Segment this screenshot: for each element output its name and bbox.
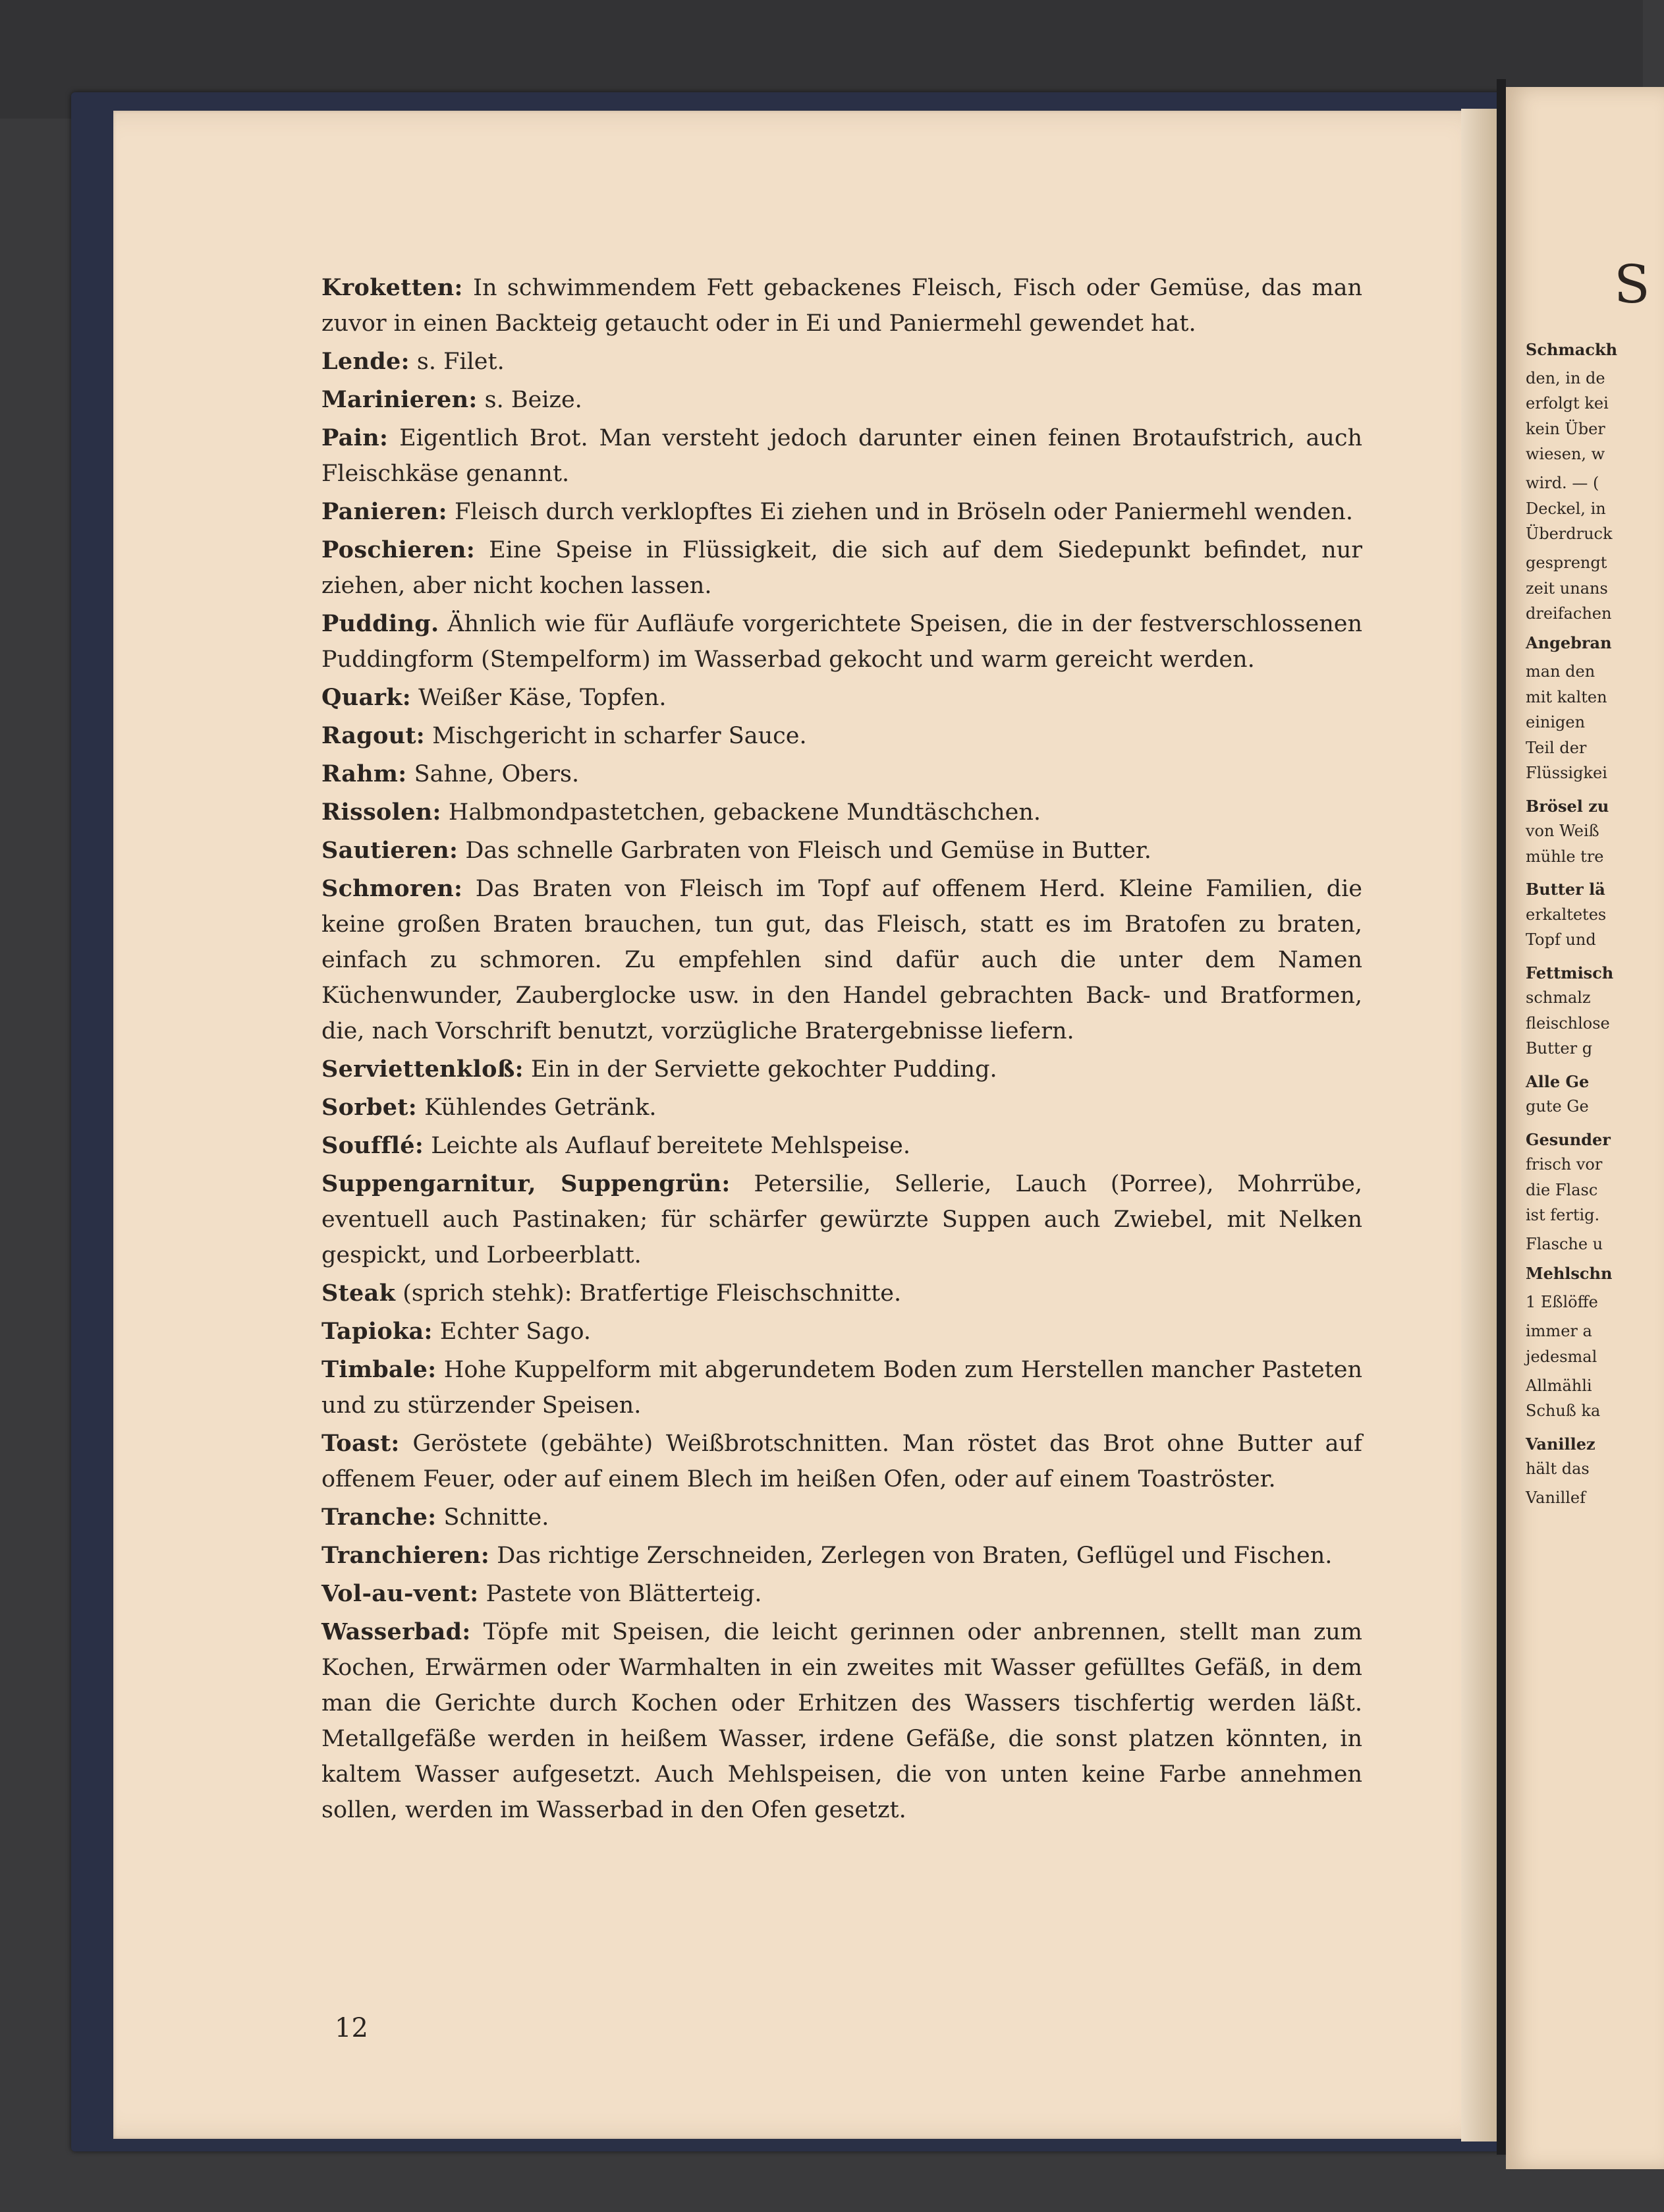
entry-term: Pain: [321, 424, 389, 451]
glossary-entry [321, 1166, 1362, 1273]
facing-page-fragment: einigen [1526, 713, 1586, 731]
facing-page-fragment: Fettmisch [1526, 963, 1614, 982]
facing-page-fragment: Schuß ka [1526, 1402, 1601, 1420]
glossary-entry [321, 606, 1362, 677]
glossary-entry [321, 756, 1362, 792]
entry-term: Soufflé: [321, 1132, 424, 1159]
glossary-entry [321, 1090, 1362, 1125]
glossary-entry [321, 1128, 1362, 1164]
facing-page-fragment: wird. — ( [1526, 474, 1599, 492]
facing-page-fragment: Allmähli [1526, 1376, 1592, 1395]
entry-term: Suppengarnitur, Suppengrün: [321, 1170, 731, 1197]
glossary-text [321, 270, 1362, 1830]
entry-term: Panieren: [321, 498, 447, 525]
facing-page-fragment: Mehlschn [1526, 1264, 1613, 1283]
glossary-entry [321, 1538, 1362, 1574]
facing-page-fragment: Brösel zu [1526, 796, 1609, 816]
facing-page-fragment: fleischlose [1526, 1013, 1610, 1033]
facing-page-fragment: mühle tre [1526, 847, 1604, 866]
facing-page-fragment: erfolgt kei [1526, 394, 1609, 412]
entry-term: Marinieren: [321, 386, 478, 413]
entry-term: Tranchieren: [321, 1542, 490, 1569]
page-gutter [1461, 109, 1501, 2141]
facing-page-fragment: von Weiß [1526, 822, 1599, 840]
glossary-entry [321, 1052, 1362, 1087]
facing-page-fragment: schmalz [1526, 988, 1591, 1007]
glossary-entry [321, 1276, 1362, 1311]
entry-definition: Kühlendes Getränk. [417, 1094, 657, 1121]
facing-page-fragment: wiesen, w [1526, 445, 1605, 463]
entry-definition: Eine Speise in Flüssigkeit, die sich auf dem Siedepunkt befindet, nur ziehen, aber nicht kochen lassen. [321, 537, 1362, 599]
book-spine [1497, 79, 1506, 2155]
entry-definition: In schwimmendem Fett gebackenes Fleisch, Fisch oder Gemüse, das man zuvor in einen Backteig getaucht oder in Ei und Paniermehl gewendet hat. [321, 275, 1362, 337]
facing-page-fragment: hält das [1526, 1460, 1590, 1478]
entry-definition: Das Braten von Fleisch im Topf auf offenem Herd. Kleine Familien, die keine großen Braten brauchen, tun gut, das Fleisch, statt es im Bratofen zu braten, einfach zu schmoren. Zu empfehlen sind dafür auch die unter dem Namen Küchenwunder, Zauberglocke usw. in den Handel gebrachten Back- und Bratformen, die, nach Vorschrift benutzt, vorzügliche Bratergebnisse liefern. [321, 876, 1362, 1044]
facing-page-fragment: Alle Ge [1526, 1071, 1590, 1091]
entry-definition: Sahne, Obers. [406, 761, 580, 787]
facing-page-fragment: jedesmal [1526, 1347, 1597, 1366]
facing-page-fragment: gesprengt [1526, 553, 1607, 572]
entry-definition: Geröstete (gebähte) Weißbrotschnitten. Man röstet das Brot ohne Butter auf offenem Feuer, oder auf einem Blech im heißen Ofen, oder auf einem Toaströster. [321, 1431, 1362, 1492]
glossary-entry [321, 833, 1362, 868]
facing-page-fragment: Vanillef [1526, 1489, 1586, 1507]
page-number: 12 [335, 2013, 368, 2043]
glossary-entry [321, 680, 1362, 716]
entry-definition: Fleisch durch verklopftes Ei ziehen und in Bröseln oder Paniermehl wenden. [447, 499, 1353, 525]
facing-page-fragment: immer a [1526, 1322, 1592, 1340]
entry-term: Poschieren: [321, 536, 476, 563]
glossary-entry [321, 382, 1362, 418]
glossary-entry [321, 718, 1362, 754]
glossary-entry [321, 1426, 1362, 1497]
facing-page-fragment: 1 Eßlöffe [1526, 1293, 1598, 1311]
entry-term: Timbale: [321, 1356, 437, 1383]
facing-page-fragment: die Flasc [1526, 1180, 1598, 1199]
entry-term: Serviettenkloß: [321, 1056, 524, 1083]
facing-page-fragment: zeit unans [1526, 579, 1608, 598]
entry-definition: Petersilie, Sellerie, Lauch (Porree), Mohrrübe, eventuell auch Pastinaken; für schärfer gewürzte Suppen auch Zwiebel, mit Nelken gespickt, und Lorbeerblatt. [321, 1171, 1362, 1268]
facing-page-fragment: mit kalten [1526, 687, 1607, 706]
glossary-entry [321, 344, 1362, 380]
entry-term: Lende: [321, 348, 410, 375]
entry-term: Sautieren: [321, 837, 458, 864]
glossary-entry [321, 532, 1362, 604]
facing-page-fragment: dreifachen [1526, 604, 1612, 623]
entry-definition: Ein in der Serviette gekochter Pudding. [523, 1056, 997, 1083]
glossary-entry [321, 270, 1362, 341]
entry-definition: Halbmondpastetchen, gebackene Mundtäschchen. [441, 799, 1041, 826]
entry-definition: Schnitte. [436, 1504, 549, 1531]
entry-term: Rissolen: [321, 799, 441, 826]
entry-term: Kroketten: [321, 274, 463, 301]
facing-page-fragment: Flasche u [1526, 1235, 1603, 1253]
entry-definition: Weißer Käse, Topfen. [411, 685, 667, 711]
facing-page-initial: S [1614, 254, 1650, 315]
facing-page [1506, 87, 1664, 2169]
entry-definition: s. Beize. [477, 387, 582, 413]
facing-page-fragment: man den [1526, 662, 1595, 681]
glossary-entry [321, 420, 1362, 492]
entry-definition: Das richtige Zerschneiden, Zerlegen von Braten, Geflügel und Fischen. [489, 1543, 1333, 1569]
facing-page-fragment: Überdruck [1526, 525, 1613, 543]
entry-term: Tapioka: [321, 1318, 433, 1345]
facing-page-fragment: frisch vor [1526, 1155, 1603, 1174]
entry-term: Quark: [321, 684, 412, 711]
facing-page-fragment: den, in de [1526, 368, 1605, 387]
entry-term: Schmoren: [321, 875, 463, 902]
entry-definition: Das schnelle Garbraten von Fleisch und Gemüse in Butter. [458, 837, 1151, 864]
facing-page-fragment: kein Über [1526, 419, 1605, 438]
glossary-entry [321, 1614, 1362, 1828]
entry-definition: Eigentlich Brot. Man versteht jedoch darunter einen feinen Brotaufstrich, auch Fleischkäse genannt. [321, 425, 1362, 487]
entry-term: Wasserbad: [321, 1618, 471, 1645]
entry-term: Toast: [321, 1430, 400, 1457]
glossary-entry [321, 1500, 1362, 1535]
facing-page-fragment: Vanillez [1526, 1434, 1595, 1454]
glossary-entry [321, 1352, 1362, 1423]
facing-page-fragment: Deckel, in [1526, 499, 1606, 518]
entry-definition: Töpfe mit Speisen, die leicht gerinnen oder anbrennen, stellt man zum Kochen, Erwärmen oder Warmhalten in ein zweites mit Wasser gefülltes Gefäß, in dem man die Gerichte durch Kochen oder Erhitzen des Wassers tischfertig werden läßt. Metallgefäße werden in heißem Wasser, irdene Gefäße, die sonst platzen könnten, in kaltem Wasser aufgesetzt. Auch Mehlspeisen, die von unten keine Farbe annehmen sollen, werden im Wasserbad in den Ofen gesetzt. [321, 1619, 1362, 1823]
facing-page-fragment: Angebran [1526, 633, 1612, 652]
facing-page-fragment: Butter lä [1526, 880, 1605, 899]
entry-term: Steak [321, 1280, 396, 1307]
entry-term: Tranche: [321, 1504, 437, 1531]
entry-term: Ragout: [321, 722, 426, 749]
glossary-entry [321, 494, 1362, 530]
facing-page-fragment: ist fertig. [1526, 1206, 1600, 1224]
entry-term: Pudding. [321, 610, 439, 637]
entry-definition: Leichte als Auflauf bereitete Mehlspeise. [424, 1133, 910, 1159]
entry-definition: Mischgericht in scharfer Sauce. [425, 723, 807, 749]
glossary-entry [321, 795, 1362, 830]
facing-page-fragment: Schmackh [1526, 339, 1618, 359]
entry-term: Vol-au-vent: [321, 1580, 479, 1607]
facing-page-fragment: erkaltetes [1526, 905, 1607, 924]
facing-page-fragment: Butter g [1526, 1039, 1593, 1058]
facing-page-fragment: Topf und [1526, 930, 1596, 949]
entry-definition: Ähnlich wie für Aufläufe vorgerichtete Speisen, die in der festverschlossenen Puddingform (Stempelform) im Wasserbad gekocht und warm gereicht werden. [321, 611, 1362, 673]
facing-page-fragment: gute Ge [1526, 1097, 1589, 1116]
glossary-entry [321, 1576, 1362, 1612]
facing-page-fragment: Flüssigkei [1526, 764, 1607, 782]
glossary-entry [321, 1314, 1362, 1349]
glossary-entry [321, 871, 1362, 1049]
entry-definition: (sprich stehk): Bratfertige Fleischschnitte. [395, 1280, 902, 1307]
entry-term: Rahm: [321, 760, 407, 787]
entry-definition: Echter Sago. [432, 1319, 592, 1345]
facing-page-fragment: Gesunder [1526, 1129, 1611, 1149]
facing-page-fragment: Teil der [1526, 738, 1587, 757]
entry-term: Sorbet: [321, 1094, 417, 1121]
entry-definition: Hohe Kuppelform mit abgerundetem Boden zum Herstellen mancher Pasteten und zu stürzender Speisen. [321, 1357, 1362, 1419]
entry-definition: s. Filet. [409, 349, 505, 375]
entry-definition: Pastete von Blätterteig. [478, 1581, 762, 1607]
